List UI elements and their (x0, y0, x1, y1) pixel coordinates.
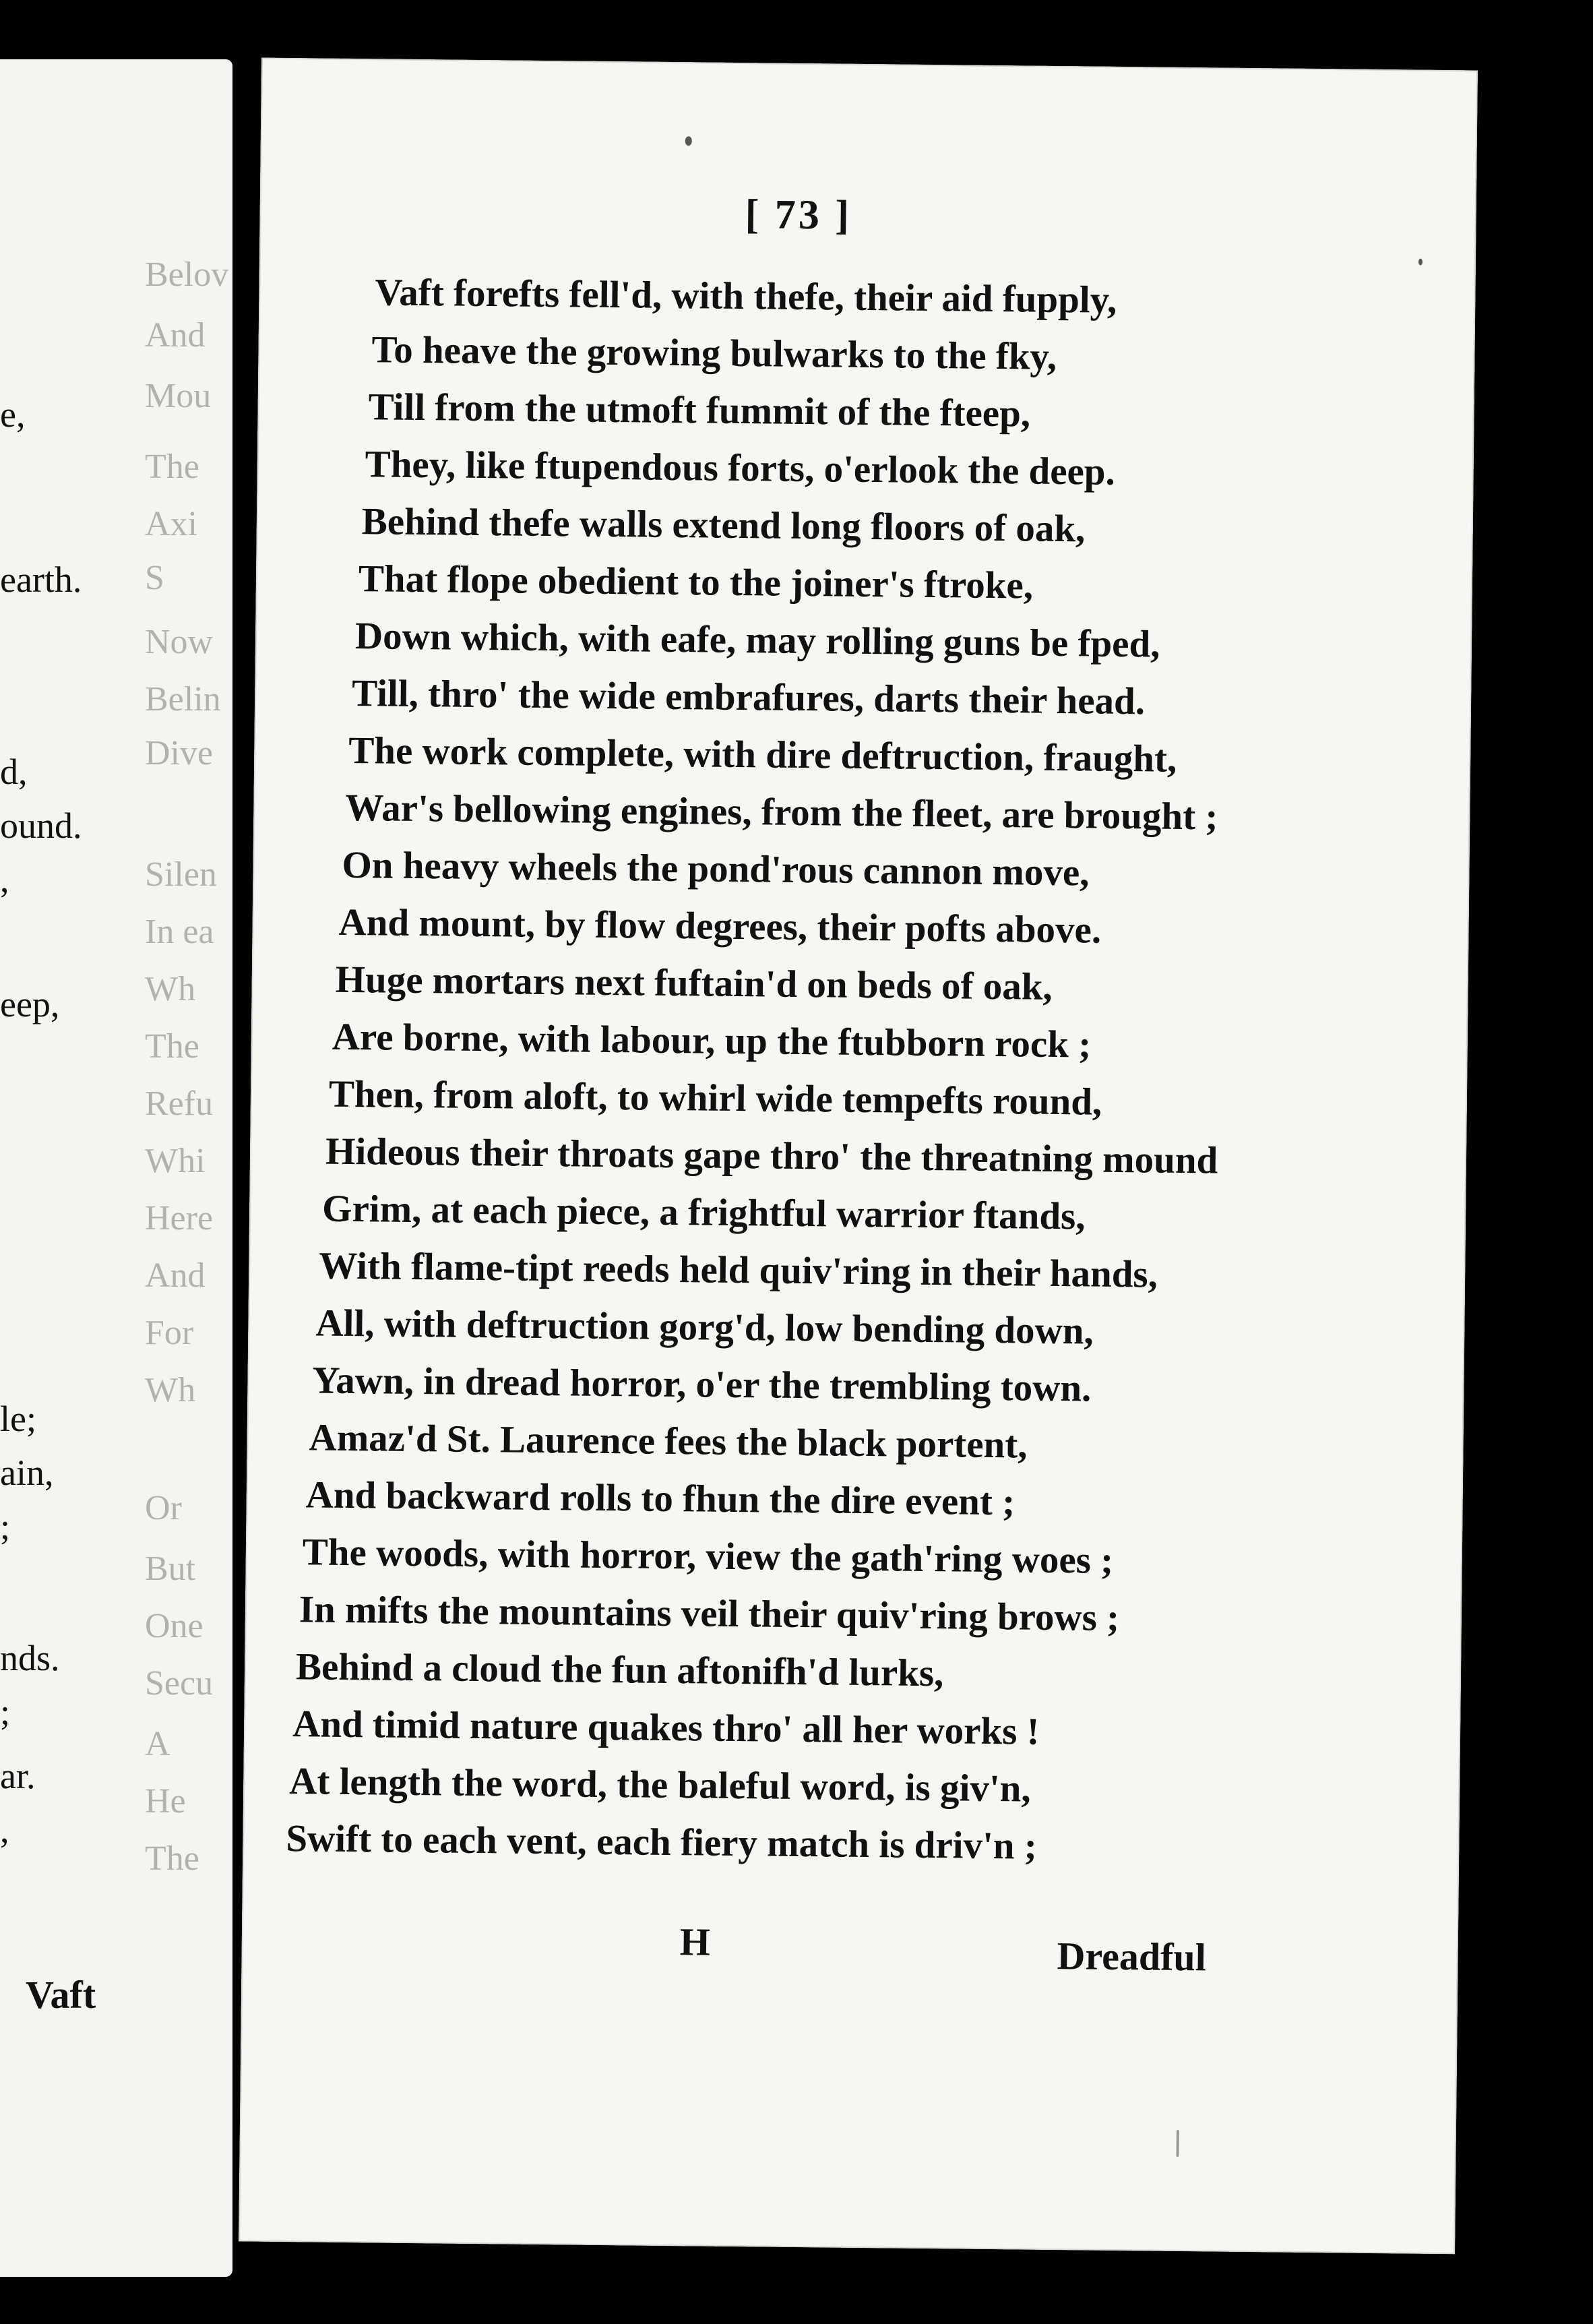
ghost-line: And (145, 1256, 206, 1295)
verse-line: And timid nature quakes thro' all her works ! (292, 1703, 1040, 1753)
ghost-line: Wh (145, 1371, 196, 1409)
verse-line: Swift to each vent, each fiery match is driv'n ; (286, 1817, 1038, 1868)
ghost-line: Mou (145, 377, 212, 415)
ghost-line: Dive (145, 734, 214, 772)
verse-line: Till, thro' the wide embrafures, darts their head. (351, 672, 1146, 723)
book-page (239, 58, 1478, 2255)
verse-line: The work complete, with dire deftruction, fraught, (348, 729, 1177, 781)
ghost-line: He (145, 1782, 186, 1821)
ghost-line: S (145, 559, 164, 597)
verse-line: Huge mortars next fuftain'd on beds of oak, (335, 958, 1053, 1008)
verse-text (239, 58, 1478, 2255)
verse-line: Grim, at each piece, a frightful warrior ftands, (321, 1187, 1086, 1238)
facing-line-end: ar. (0, 1756, 36, 1796)
ghost-line: But (145, 1550, 196, 1588)
ghost-line: Axi (145, 505, 197, 543)
verse-line: Then, from aloft, to whirl wide tempefts round, (328, 1072, 1102, 1124)
facing-line-end: e, (0, 394, 26, 435)
ghost-line: In ea (145, 913, 214, 951)
facing-line-end: nds. (0, 1638, 60, 1678)
verse-line: To heave the growing bulwarks to the fky, (371, 328, 1057, 378)
verse-line: All, with deftruction gorg'd, low bending down, (315, 1302, 1094, 1353)
ghost-line: Belin (145, 680, 221, 718)
ghost-line: Refu (145, 1084, 214, 1123)
ghost-line: Wh (145, 970, 196, 1008)
verse-line: At length the word, the baleful word, is giv'n, (288, 1760, 1031, 1810)
facing-line-end: , (0, 1810, 9, 1850)
verse-line: Amaz'd St. Laurence fees the black portent, (309, 1416, 1028, 1467)
verse-line: Hideous their throats gape thro' the threatning mound (325, 1130, 1218, 1182)
ghost-line: For (145, 1314, 194, 1352)
facing-line-end: le; (0, 1399, 36, 1439)
paper-speck (1177, 2130, 1179, 2157)
ghost-line: Now (145, 623, 214, 661)
verse-line: And backward rolls to fhun the dire event ; (305, 1473, 1016, 1524)
page-header: [ 73 ] (745, 191, 852, 239)
ghost-line: Whi (145, 1142, 206, 1180)
facing-line-end: d, (0, 752, 28, 792)
ghost-line: The (145, 448, 199, 486)
verse-line: Yawn, in dread horror, o'er the trembling town. (312, 1359, 1092, 1410)
verse-line: Are borne, with labour, up the ftubborn rock ; (332, 1015, 1092, 1066)
facing-line-end: ound. (0, 805, 82, 846)
ghost-line: The (145, 1839, 199, 1878)
facing-line-end: , (0, 859, 9, 900)
verse-line: And mount, by flow degrees, their pofts above. (338, 900, 1102, 952)
facing-line-end: earth. (0, 559, 82, 600)
facing-line-end: ain, (0, 1452, 54, 1493)
ghost-line: And (145, 316, 206, 355)
signature-mark: H (679, 1920, 711, 1964)
verse-line: War's bellowing engines, from the fleet, are brought ; (345, 786, 1218, 838)
ghost-line: The (145, 1027, 199, 1066)
ghost-line: Secu (145, 1664, 214, 1703)
verse-line: Down which, with eafe, may rolling guns be fped, (354, 615, 1160, 666)
verse-line: In mifts the mountains veil their quiv'ring brows ; (299, 1588, 1120, 1640)
facing-catchword: Vaft (26, 1973, 96, 2017)
verse-line: Till from the utmoft fummit of the fteep, (368, 386, 1031, 435)
verse-line: The woods, with horror, view the gath'ring woes ; (302, 1531, 1114, 1582)
facing-line-end: eep, (0, 984, 60, 1025)
verse-line: Behind thefe walls extend long floors of oak, (361, 500, 1086, 551)
facing-line-end: ; (0, 1506, 11, 1547)
facing-line-end: ; (0, 1692, 11, 1732)
ghost-line: Here (145, 1199, 214, 1237)
ghost-line: Silen (145, 855, 217, 894)
verse-line: Vaft forefts fell'd, with thefe, their aid fupply, (375, 271, 1117, 322)
ghost-line: A (145, 1725, 170, 1763)
verse-line: On heavy wheels the pond'rous cannon move, (342, 843, 1090, 894)
catchword: Dreadful (1057, 1934, 1207, 1980)
verse-line: That flope obedient to the joiner's ftroke, (358, 557, 1034, 607)
verse-line: With flame-tipt reeds held quiv'ring in their hands, (318, 1244, 1158, 1296)
ghost-line: Belov (145, 255, 229, 294)
facing-page (0, 59, 232, 2277)
verse-line: They, like ftupendous forts, o'erlook the deep. (365, 443, 1116, 493)
ghost-line: One (145, 1607, 204, 1645)
paper-speck (685, 136, 692, 146)
ghost-line: Or (145, 1489, 182, 1527)
verse-line: Behind a cloud the fun aftonifh'd lurks, (295, 1645, 944, 1695)
